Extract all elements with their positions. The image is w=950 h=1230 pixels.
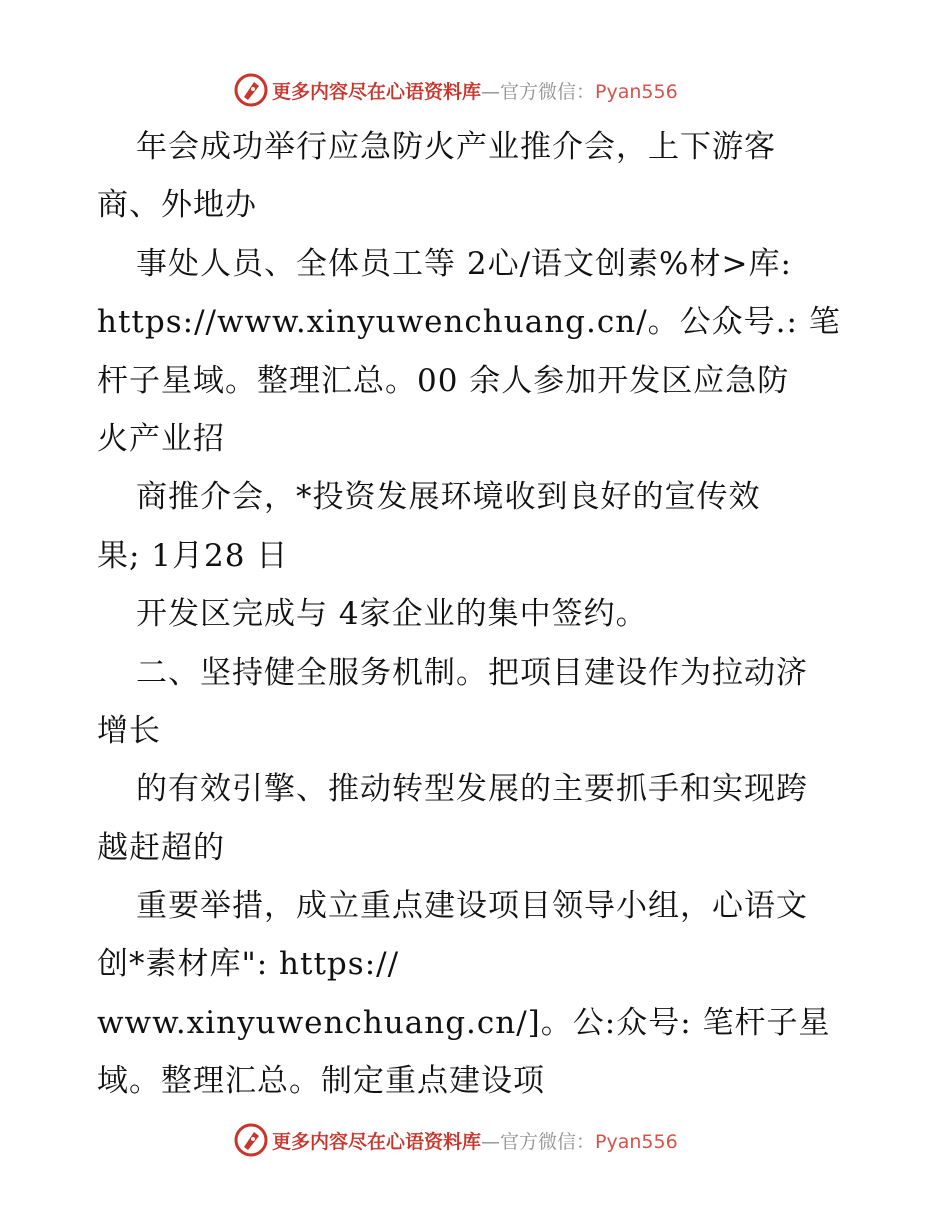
body-line: 年会成功举行应急防火产业推介会，上下游客: [136, 129, 776, 165]
body-line: www.xinyuwenchuang.cn/]。公:众号: 笔杆子星: [97, 1004, 831, 1041]
body-line: 开发区完成与 4家企业的集中签约。: [136, 596, 648, 633]
body-line: 创*素材库": https://: [97, 946, 400, 983]
document-body: [97, 118, 877, 1111]
footer-banner-main: 更多内容尽在心语资料库: [272, 1130, 482, 1153]
header-banner: [234, 72, 754, 108]
body-line: 杆子星域。整理汇总。00 余人参加开发区应急防: [97, 362, 790, 399]
header-banner-id: Pyan556: [595, 80, 678, 103]
body-line: 增长: [97, 712, 161, 749]
body-line: 的有效引擎、推动转型发展的主要抓手和实现跨: [136, 771, 808, 808]
footer-banner-dash: —官方微信：: [481, 1130, 596, 1153]
body-line: https://www.xinyuwenchuang.cn/。公众号.: 笔: [97, 304, 841, 341]
header-banner-main: 更多内容尽在心语资料库: [272, 80, 482, 103]
body-line: 事处人员、全体员工等 2心/语文创素%材>库:: [136, 245, 792, 282]
footer-banner: [234, 1122, 754, 1158]
body-line: 火产业招: [97, 420, 225, 457]
pen-nib-icon: [234, 73, 268, 107]
body-line: 商推介会，*投资发展环境收到良好的宣传效: [136, 479, 761, 516]
body-line: 商、外地办: [97, 187, 257, 224]
pen-nib-icon: [234, 1123, 268, 1157]
header-banner-text: [272, 77, 678, 104]
body-line: 域。整理汇总。制定重点建设项: [97, 1063, 545, 1100]
footer-banner-text: [272, 1127, 678, 1154]
body-line: 果; 1月28 日: [97, 537, 289, 574]
body-line: 二、坚持健全服务机制。把项目建设作为拉动济: [136, 654, 808, 691]
body-line: 重要举措，成立重点建设项目领导小组，心语文: [136, 888, 808, 925]
body-line: 越赶超的: [97, 829, 225, 866]
header-banner-dash: —官方微信：: [481, 80, 596, 103]
footer-banner-id: Pyan556: [595, 1130, 678, 1153]
